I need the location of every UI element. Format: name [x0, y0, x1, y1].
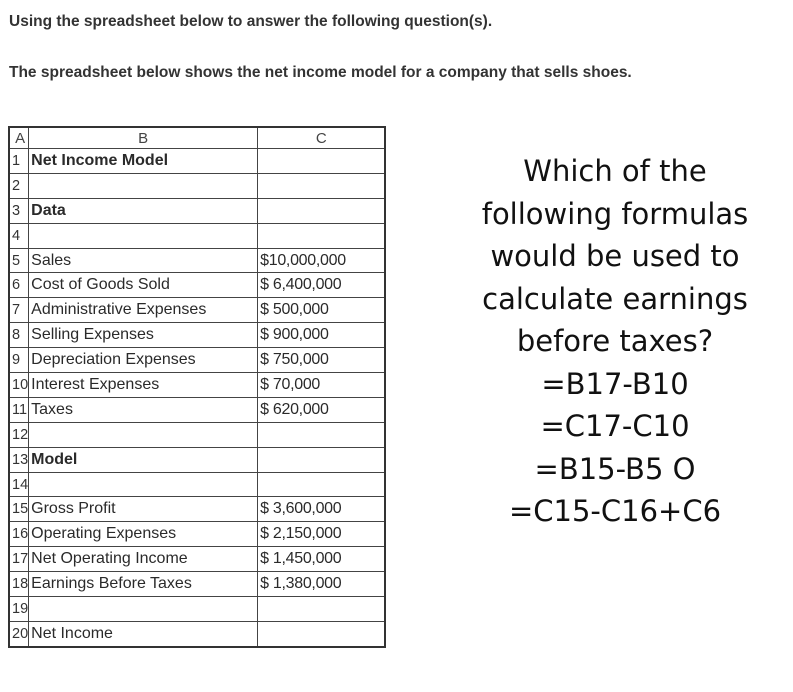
row-number: 3: [9, 198, 29, 223]
row-number: 7: [9, 298, 29, 323]
sheet-row: [9, 323, 385, 348]
row-number: 12: [9, 422, 29, 447]
column-header-c: C: [258, 127, 386, 149]
row-label: Operating Expenses: [29, 522, 258, 547]
row-label: Earnings Before Taxes: [29, 572, 258, 597]
row-number: 2: [9, 173, 29, 198]
row-number: 16: [9, 522, 29, 547]
sheet-row: [9, 373, 385, 398]
row-value: $ 2,150,000: [258, 522, 386, 547]
sheet-row: [9, 472, 385, 497]
row-value: $ 1,450,000: [258, 547, 386, 572]
row-label: [29, 472, 258, 497]
sheet-row: [9, 397, 385, 422]
sheet-row: [9, 298, 385, 323]
row-value: $ 70,000: [258, 373, 386, 398]
row-number: 1: [9, 149, 29, 174]
sheet-row: [9, 223, 385, 248]
row-label: [29, 173, 258, 198]
sheet-row: [9, 447, 385, 472]
row-number: 6: [9, 273, 29, 298]
row-value: [258, 422, 386, 447]
row-value: [258, 472, 386, 497]
row-number: 8: [9, 323, 29, 348]
row-value: $ 620,000: [258, 397, 386, 422]
row-label: [29, 597, 258, 622]
question-line: before taxes?: [516, 324, 714, 358]
row-label: Cost of Goods Sold: [29, 273, 258, 298]
row-number: 20: [9, 621, 29, 646]
sheet-row: [9, 497, 385, 522]
row-label: [29, 223, 258, 248]
question-line: following formulas: [481, 196, 749, 231]
question-line: =B15-B5 O: [534, 451, 696, 486]
row-label: Administrative Expenses: [29, 298, 258, 323]
question-text: [440, 150, 790, 533]
question-line: =B17-B10: [541, 366, 689, 401]
row-value: [258, 621, 386, 646]
intro-line-1: Using the spreadsheet below to answer the following question(s).: [9, 13, 493, 30]
sheet-row: [9, 597, 385, 622]
row-label: Net Income Model: [29, 149, 258, 174]
row-label: Gross Profit: [29, 497, 258, 522]
row-value: $ 750,000: [258, 348, 386, 373]
row-value: [258, 149, 386, 174]
row-value: $ 1,380,000: [258, 572, 386, 597]
sheet-row: [9, 273, 385, 298]
row-number: 19: [9, 597, 29, 622]
row-number: 15: [9, 497, 29, 522]
sheet-row: [9, 248, 385, 273]
row-value: [258, 447, 386, 472]
net-income-spreadsheet: [8, 126, 386, 648]
row-number: 4: [9, 223, 29, 248]
intro-line-2: The spreadsheet below shows the net income model for a company that sells shoes.: [9, 64, 632, 81]
row-label: Selling Expenses: [29, 323, 258, 348]
row-label: Depreciation Expenses: [29, 348, 258, 373]
row-number: 10: [9, 373, 29, 398]
row-label: Interest Expenses: [29, 373, 258, 398]
row-number: 9: [9, 348, 29, 373]
row-label: [29, 422, 258, 447]
sheet-row: [9, 547, 385, 572]
row-number: 13: [9, 447, 29, 472]
question-line: Which of the: [523, 154, 707, 188]
sheet-row: [9, 198, 385, 223]
row-value: [258, 173, 386, 198]
sheet-row: [9, 348, 385, 373]
row-value: [258, 223, 386, 248]
question-line: =C15-C16+C6: [508, 494, 722, 528]
row-number: 5: [9, 248, 29, 273]
sheet-row: [9, 422, 385, 447]
column-header-b: B: [29, 127, 258, 149]
row-label: Data: [29, 198, 258, 223]
row-number: 17: [9, 547, 29, 572]
row-label: Model: [29, 447, 258, 472]
question-line: would be used to: [490, 239, 740, 273]
column-header-a: A: [9, 127, 29, 149]
question-line: =C17-C10: [540, 409, 690, 443]
row-number: 11: [9, 397, 29, 422]
sheet-row: [9, 173, 385, 198]
row-value: [258, 198, 386, 223]
row-value: $ 6,400,000: [258, 273, 386, 298]
sheet-row: [9, 621, 385, 646]
question-line: calculate earnings: [482, 281, 748, 316]
row-value: [258, 597, 386, 622]
sheet-row: [9, 572, 385, 597]
sheet-row: [9, 522, 385, 547]
row-label: Sales: [29, 248, 258, 273]
row-number: 18: [9, 572, 29, 597]
sheet-row: [9, 149, 385, 174]
row-label: Net Operating Income: [29, 547, 258, 572]
row-value: $ 500,000: [258, 298, 386, 323]
row-value: $ 900,000: [258, 323, 386, 348]
column-header-row: [9, 127, 385, 149]
row-number: 14: [9, 472, 29, 497]
row-value: $10,000,000: [258, 248, 386, 273]
row-label: Net Income: [29, 621, 258, 646]
row-value: $ 3,600,000: [258, 497, 386, 522]
row-label: Taxes: [29, 397, 258, 422]
